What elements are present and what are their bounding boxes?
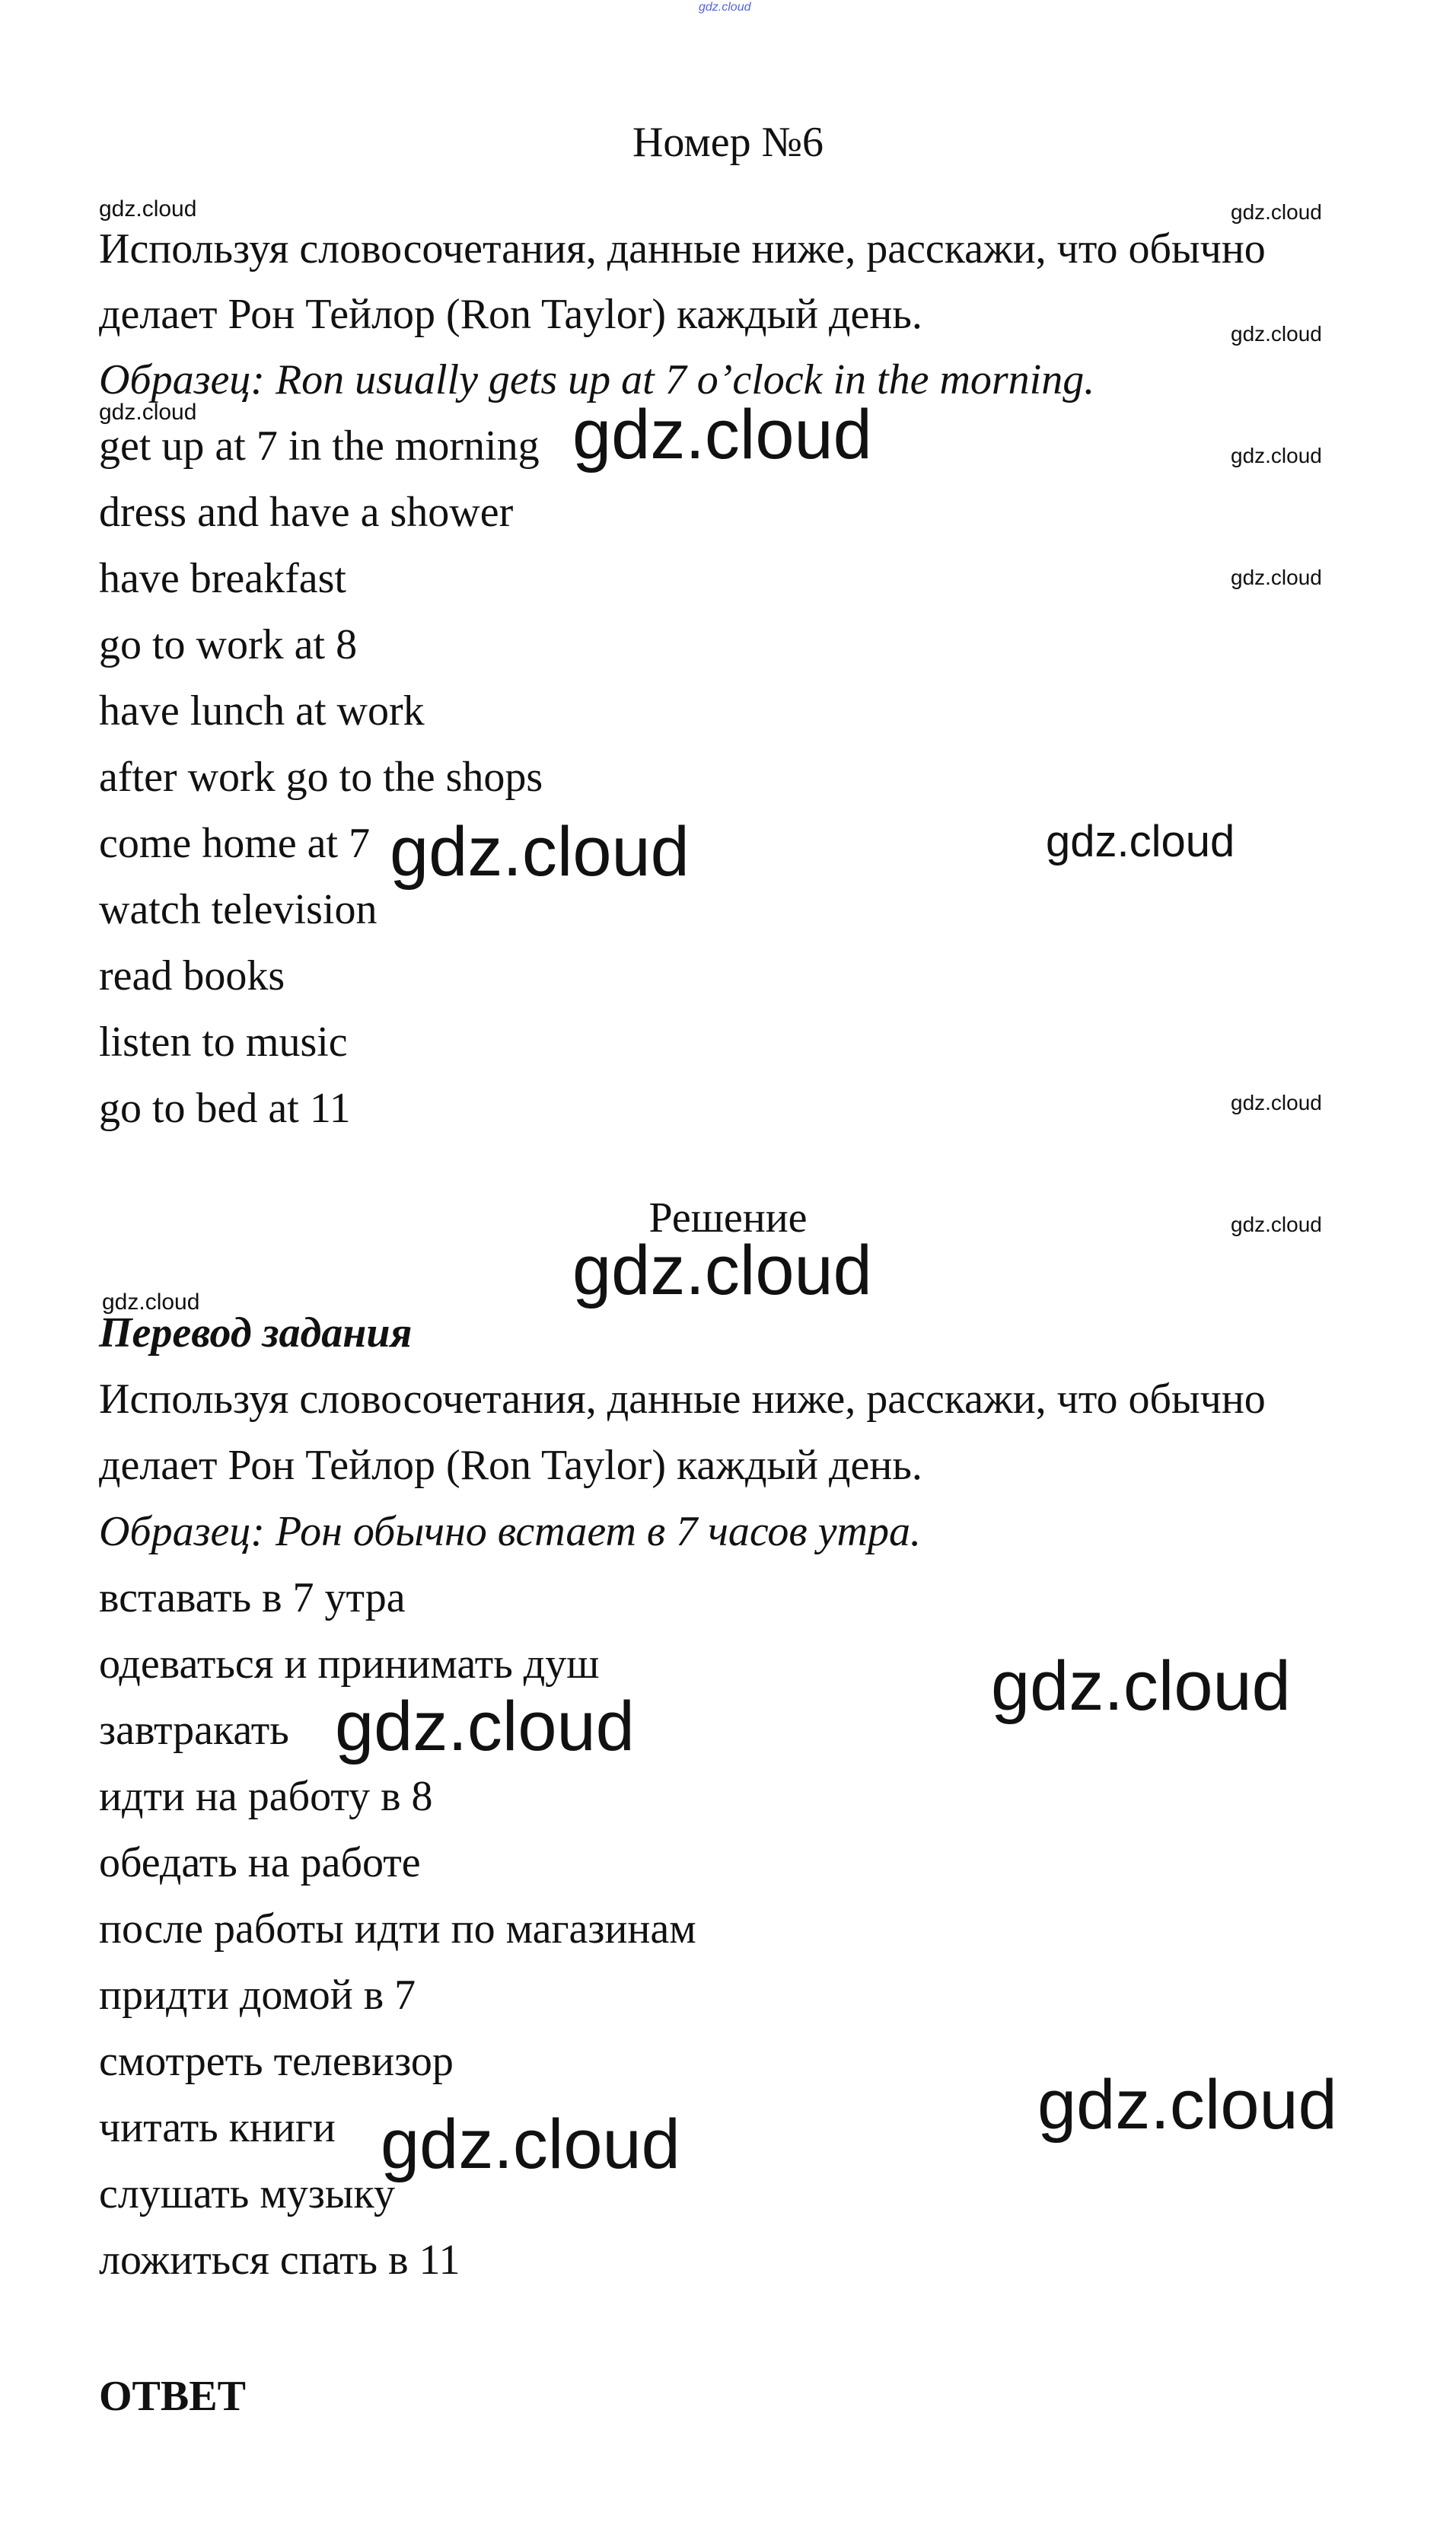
top-watermark: gdz.cloud <box>699 1 751 14</box>
answer-heading: ОТВЕТ <box>99 2373 246 2420</box>
watermark: gdz.cloud <box>99 196 197 222</box>
task-phrase: dress and have a shower <box>99 489 514 536</box>
solution-phrase: смотреть телевизор <box>99 2038 454 2085</box>
solution-phrase: одеваться и принимать душ <box>99 1640 600 1688</box>
solution-phrase: ложиться спать в 11 <box>99 2236 460 2284</box>
watermark: gdz.cloud <box>1046 817 1235 866</box>
watermark: gdz.cloud <box>1231 1091 1322 1114</box>
task-phrase: go to bed at 11 <box>99 1085 351 1132</box>
task-phrase: come home at 7 <box>99 820 371 867</box>
task-phrase: have lunch at work <box>99 687 425 735</box>
watermark: gdz.cloud <box>1231 444 1322 467</box>
task-phrase: watch television <box>99 886 378 933</box>
solution-phrase: вставать в 7 утра <box>99 1574 406 1621</box>
watermark: gdz.cloud <box>102 1290 200 1315</box>
task-example: Образец: Ron usually gets up at 7 o’clock in the morning. <box>99 356 1095 403</box>
watermark: gdz.cloud <box>572 1232 872 1309</box>
task-phrase: after work go to the shops <box>99 754 543 801</box>
solution-phrase: придти домой в 7 <box>99 1972 416 2019</box>
watermark: gdz.cloud <box>1231 322 1322 346</box>
task-phrase: read books <box>99 952 285 999</box>
solution-phrase: обедать на работе <box>99 1839 421 1886</box>
solution-example: Образец: Рон обычно встает в 7 часов утра. <box>99 1508 921 1555</box>
solution-instruction-line2: делает Рон Тейлор (Ron Taylor) каждый день. <box>99 1442 922 1489</box>
watermark: gdz.cloud <box>1231 566 1322 589</box>
solution-phrase: идти на работу в 8 <box>99 1773 433 1820</box>
watermark: gdz.cloud <box>991 1647 1291 1725</box>
watermark: gdz.cloud <box>1231 200 1322 224</box>
watermark: gdz.cloud <box>1231 1213 1322 1236</box>
solution-phrase: завтракать <box>99 1707 289 1754</box>
task-phrase: have breakfast <box>99 555 346 602</box>
solution-heading: Решение <box>648 1194 808 1242</box>
translation-heading: Перевод задания <box>99 1309 413 1357</box>
task-phrase: get up at 7 in the morning <box>99 422 540 470</box>
task-instruction-line1: Используя словосочетания, данные ниже, расскажи, что обычно <box>99 225 1266 273</box>
watermark: gdz.cloud <box>390 813 690 891</box>
solution-phrase: слушать музыку <box>99 2170 395 2217</box>
watermark: gdz.cloud <box>1037 2066 1337 2144</box>
solution-phrase: после работы идти по магазинам <box>99 1905 696 1953</box>
solution-instruction-line1: Используя словосочетания, данные ниже, расскажи, что обычно <box>99 1376 1266 1423</box>
watermark: gdz.cloud <box>381 2106 680 2183</box>
watermark: gdz.cloud <box>572 396 872 473</box>
watermark: gdz.cloud <box>335 1688 635 1765</box>
watermark: gdz.cloud <box>99 400 197 425</box>
task-phrase: listen to music <box>99 1019 348 1066</box>
task-phrase: go to work at 8 <box>99 621 358 668</box>
page-title: Номер №6 <box>632 119 824 166</box>
solution-phrase: читать книги <box>99 2104 336 2151</box>
task-instruction-line2: делает Рон Тейлор (Ron Taylor) каждый день. <box>99 291 922 338</box>
